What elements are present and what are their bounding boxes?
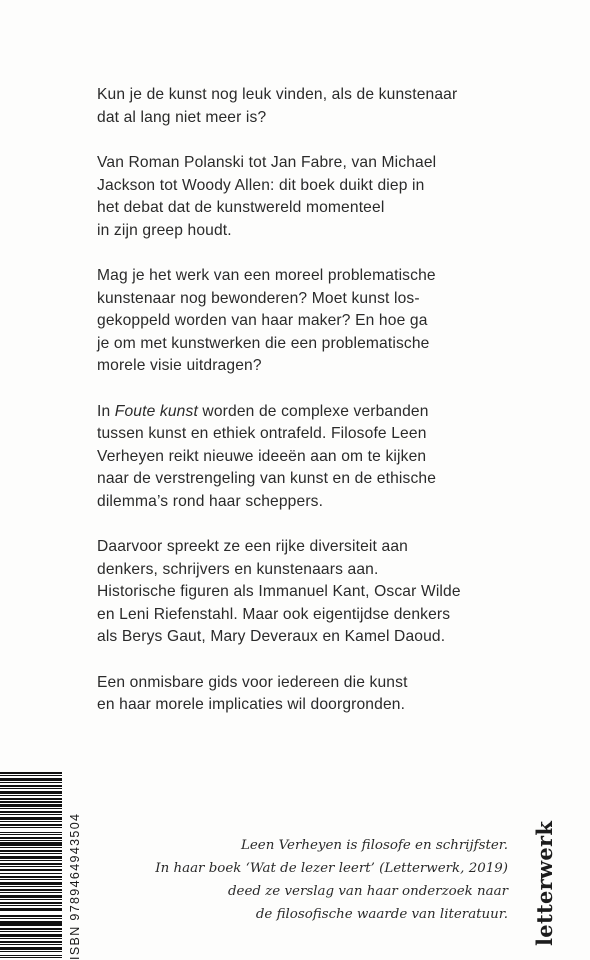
bio-line: deed ze verslag van haar onderzoek naar	[227, 884, 508, 899]
book-title: Foute kunst	[114, 402, 198, 420]
text-line: Historische figuren als Immanuel Kant, Oscar Wilde	[97, 583, 461, 600]
text-line: Kun je de kunst nog leuk vinden, als de kunstenaar	[97, 86, 458, 103]
bio-line: de filosofische waarde van literatuur.	[255, 907, 508, 922]
text-line: dilemma’s rond haar scheppers.	[97, 492, 324, 510]
text-line: naar de verstrengeling van kunst en de ethische	[97, 470, 437, 487]
publisher-logo: letterwerk	[532, 820, 557, 946]
text-suffix: worden de complexe verbanden	[197, 402, 429, 420]
text-line: Daarvoor spreekt ze een rijke diversiteit aan	[97, 538, 408, 555]
text-line: Verheyen reikt nieuwe ideeën aan om te kijken	[97, 447, 427, 465]
text-line: dat al lang niet meer is?	[97, 108, 267, 126]
text-line: Een onmisbare gids voor iedereen die kunst	[97, 673, 408, 691]
bio-line: In haar boek ‘Wat de lezer leert’ (Letterwerk, 2019)	[155, 861, 508, 876]
blurb-paragraph-5	[97, 536, 477, 649]
blurb-paragraph-2	[97, 152, 477, 242]
blurb-paragraph-6	[97, 672, 477, 717]
text-line: gekoppeld worden van haar maker? En hoe ga	[97, 312, 428, 329]
text-line: denkers, schrijvers en kunstenaars aan.	[97, 560, 379, 578]
blurb	[97, 84, 477, 740]
blurb-paragraph-3	[97, 265, 477, 378]
text-line: als Berys Gaut, Mary Deveraux en Kamel Daoud.	[97, 628, 446, 645]
blurb-paragraph-1	[97, 84, 477, 129]
text-line: Mag je het werk van een moreel problematische	[97, 267, 436, 284]
text-line: tussen kunst en ethiek ontrafeld. Filosofe Leen	[97, 425, 427, 442]
text-line: het debat dat de kunstwereld momenteel	[97, 199, 385, 216]
text-line: je om met kunstwerken die een problematische	[97, 334, 430, 352]
text-prefix: In	[97, 402, 115, 420]
text-line: Van Roman Polanski tot Jan Fabre, van Michael	[97, 154, 437, 171]
blurb-paragraph-4	[97, 401, 477, 514]
text-line: in zijn greep houdt.	[97, 221, 232, 239]
text-line: en haar morele implicaties wil doorgronden.	[97, 696, 406, 713]
text-line: Jackson tot Woody Allen: dit boek duikt diep in	[97, 176, 425, 194]
text-line: en Leni Riefenstahl. Maar ook eigentijdse denkers	[97, 605, 451, 623]
author-bio	[155, 834, 508, 926]
bio-line: Leen Verheyen is filosofe en schrijfster.	[240, 838, 508, 853]
barcode-bars	[0, 772, 62, 960]
text-line	[97, 401, 477, 424]
isbn-number: ISBN 9789464943504	[68, 812, 82, 960]
text-line: morele visie uitdragen?	[97, 357, 262, 374]
text-line: kunstenaar nog bewonderen? Moet kunst los-	[97, 289, 420, 307]
